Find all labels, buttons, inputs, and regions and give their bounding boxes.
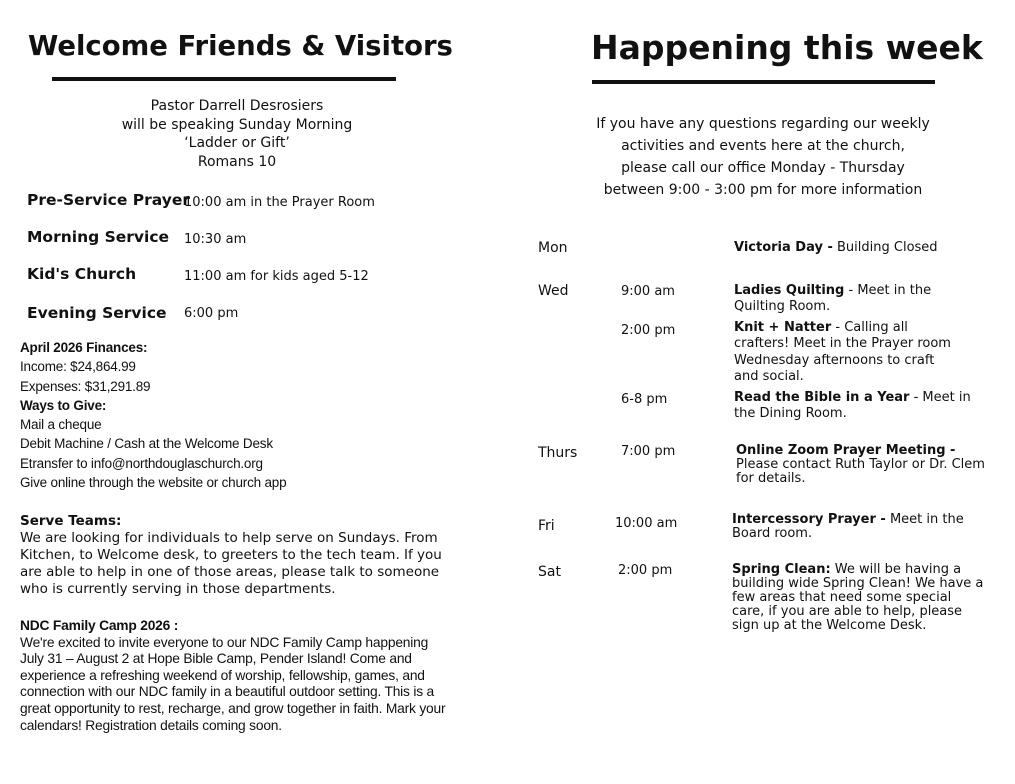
service-name: Kid's Church [27,265,137,283]
expenses-line: Expenses: $31,291.89 [20,378,151,394]
give-method: Etransfer to info@northdouglaschurch.org [20,455,263,471]
service-time: 10:00 am in the Prayer Room [184,195,375,210]
service-time: 6:00 pm [184,306,239,321]
event-time: 9:00 am [621,284,675,299]
event-ladies-quilting: Ladies Quilting - Meet in the Quilting Room. [734,283,932,315]
event-time: 2:00 pm [621,323,676,338]
day-label: Mon [538,240,568,256]
ways-to-give-heading: Ways to Give: [20,397,107,413]
event-victoria-day: Victoria Day - Building Closed [734,240,938,255]
income-line: Income: $24,864.99 [20,359,136,375]
event-spring-clean: Spring Clean: We will be having a building wide Spring Clean! We have a few areas that need some special care, if you are able to help, please sign up at the Welcome Desk. [732,562,984,633]
day-label: Wed [538,283,569,299]
finances-heading: April 2026 Finances: [20,340,148,355]
event-time: 10:00 am [615,516,678,531]
service-name: Evening Service [27,304,167,322]
event-bible-in-a-year: Read the Bible in a Year - Meet in the Dining Room. [734,390,971,422]
pastor-line: ‘Ladder or Gift’ [184,135,290,151]
office-info-line: between 9:00 - 3:00 pm for more information [603,182,923,198]
finances-section [20,338,440,492]
service-time: 11:00 am for kids aged 5-12 [184,269,369,284]
pastor-line: will be speaking Sunday Morning [121,116,353,133]
family-camp-heading: NDC Family Camp 2026 : [20,618,179,633]
event-intercessory-prayer: Intercessory Prayer - Meet in the Board room. [732,512,964,541]
service-time: 10:30 am [184,232,247,247]
event-knit-natter: Knit + Natter - Calling all crafters! Meet in the Prayer room Wednesday afternoons to craft and social. [734,320,951,384]
service-name: Pre-Service Prayer [27,191,191,209]
day-label: Fri [538,518,555,534]
event-time: 6-8 pm [621,392,668,407]
day-label: Thurs [538,445,578,461]
pastor-announcement [87,97,387,171]
day-label: Sat [538,564,561,580]
pastor-line: Pastor Darrell Desrosiers [150,98,324,114]
happening-title: Happening this week [591,28,983,67]
give-method: Mail a cheque [20,417,102,433]
family-camp-section [20,618,452,734]
give-method: Debit Machine / Cash at the Welcome Desk [20,436,273,452]
event-time: 2:00 pm [618,563,673,578]
service-name: Morning Service [27,228,170,246]
office-info-line: If you have any questions regarding our weekly [596,116,930,132]
serve-teams-section [20,513,452,598]
office-info-line: activities and events here at the church, [621,138,905,154]
event-zoom-prayer: Online Zoom Prayer Meeting - Please contact Ruth Taylor or Dr. Clem for details. [736,443,985,486]
serve-teams-body: We are looking for individuals to help serve on Sundays. From Kitchen, to Welcome desk, to greeters to the tech team. If you are able to help in one of those areas, please talk to someone who is currently serving in those departments. [20,530,442,597]
welcome-title-underline [52,77,396,81]
office-info-line: please call our office Monday - Thursday [621,160,905,176]
event-time: 7:00 pm [621,444,676,459]
pastor-line: Romans 10 [197,153,277,170]
family-camp-body: We're excited to invite everyone to our NDC Family Camp happening July 31 – August 2 at Hope Bible Camp, Pender Island! Come and experience a refreshing weekend of worship, fellowship, games, and connection with our NDC family in a beautiful outdoor setting. This is a great opportunity to rest, recharge, and grow together in faith. Mark your calendars! Registration details coming soon. [20,634,446,733]
office-info [553,113,973,201]
give-method: Give online through the website or church app [20,475,287,491]
happening-title-underline [592,80,935,84]
welcome-title: Welcome Friends & Visitors [28,30,453,62]
serve-teams-heading: Serve Teams: [20,513,122,529]
